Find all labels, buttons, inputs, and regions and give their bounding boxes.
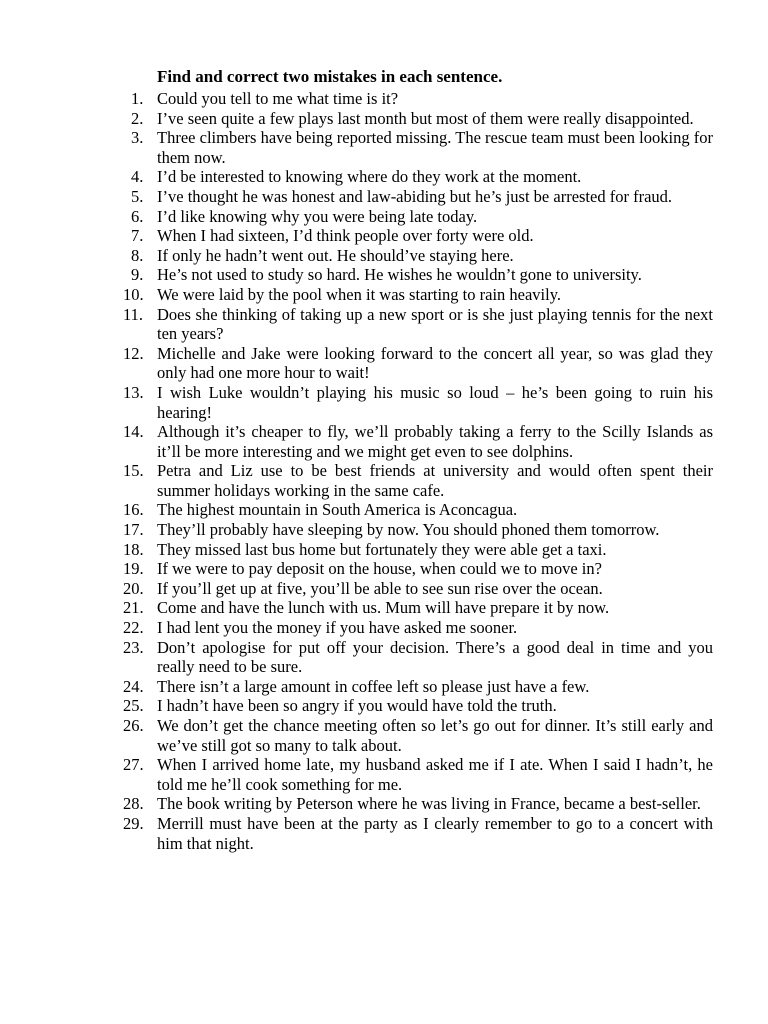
sentence-item <box>0 109 768 129</box>
sentence-number: 14. <box>123 422 144 442</box>
sentence-text: The book writing by Peterson where he was living in France, became a best-seller. <box>157 794 701 814</box>
sentence-text: If you’ll get up at five, you’ll be able to see sun rise over the ocean. <box>157 578 603 598</box>
sentence-number: 8. <box>131 245 144 265</box>
sentence-text: I hadn’t have been so angry if you would have told the truth. <box>157 696 557 716</box>
sentence-item <box>0 128 768 167</box>
sentence-item <box>0 540 768 560</box>
sentence-number: 10. <box>123 284 144 304</box>
sentence-number: 16. <box>123 500 144 520</box>
sentence-number: 20. <box>123 578 144 598</box>
sentence-number: 13. <box>123 382 144 402</box>
sentence-text: Three climbers have being reported missing. The rescue team must been looking for them now. <box>157 128 713 167</box>
sentence-text: I’ve thought he was honest and law-abiding but he’s just be arrested for fraud. <box>157 186 673 206</box>
sentence-item <box>0 422 768 461</box>
sentence-text: Michelle and Jake were looking forward to the concert all year, so was glad they only had one more hour to wait! <box>157 343 713 383</box>
sentence-text: The highest mountain in South America is Aconcagua. <box>157 500 518 520</box>
sentence-text: There isn’t a large amount in coffee left so please just have a few. <box>157 676 590 696</box>
sentence-text: When I had sixteen, I’d think people over forty were old. <box>157 226 534 246</box>
sentence-number: 4. <box>131 167 144 187</box>
sentence-item <box>0 265 768 285</box>
sentence-item <box>0 716 768 755</box>
sentence-item <box>0 246 768 266</box>
sentence-item <box>0 618 768 638</box>
sentence-text: When I arrived home late, my husband asked me if I ate. When I said I hadn’t, he told me he’ll cook something for me. <box>157 755 713 794</box>
sentence-item <box>0 285 768 305</box>
sentence-text: I had lent you the money if you have asked me sooner. <box>157 618 518 638</box>
sentence-text: I’d be interested to knowing where do they work at the moment. <box>157 167 582 187</box>
sentence-item <box>0 794 768 814</box>
sentence-number: 6. <box>131 206 144 226</box>
sentence-item <box>0 305 768 344</box>
sentence-number: 3. <box>131 128 144 148</box>
sentence-text: Don’t apologise for put off your decision. There’s a good deal in time and you really need to be sure. <box>157 637 713 677</box>
sentence-item <box>0 89 768 109</box>
exercise-heading: Find and correct two mistakes in each sentence. <box>157 67 503 86</box>
sentence-item <box>0 559 768 579</box>
sentence-text: Although it’s cheaper to fly, we’ll probably taking a ferry to the Scilly Islands as it’ll be more interesting and we might get even to see dolphins. <box>157 422 713 461</box>
sentence-item <box>0 383 768 422</box>
sentence-number: 9. <box>131 265 144 285</box>
sentence-number: 26. <box>123 716 144 735</box>
sentence-number: 15. <box>123 461 144 481</box>
sentence-text: Could you tell to me what time is it? <box>157 89 399 108</box>
sentence-item <box>0 755 768 794</box>
sentence-text: Does she thinking of taking up a new sport or is she just playing tennis for the next ten years? <box>157 304 713 344</box>
sentence-item <box>0 579 768 599</box>
sentence-item <box>0 344 768 383</box>
sentence-text: If we were to pay deposit on the house, when could we to move in? <box>157 559 602 579</box>
sentence-text: We don’t get the chance meeting often so let’s go out for dinner. It’s still early and we’ve still got so many to talk about. <box>157 716 713 755</box>
sentence-number: 1. <box>131 89 144 108</box>
sentence-item <box>0 520 768 540</box>
sentence-text: They’ll probably have sleeping by now. You should phoned them tomorrow. <box>157 520 660 540</box>
sentence-text: Petra and Liz use to be best friends at university and would often spent their summer holidays working in the same cafe. <box>157 461 713 500</box>
sentence-number: 17. <box>123 520 144 540</box>
sentence-number: 27. <box>123 755 144 775</box>
sentence-text: Come and have the lunch with us. Mum will have prepare it by now. <box>157 598 610 618</box>
sentence-text: We were laid by the pool when it was starting to rain heavily. <box>157 284 562 304</box>
sentence-item <box>0 500 768 520</box>
sentence-number: 24. <box>123 676 144 696</box>
sentence-item <box>0 187 768 207</box>
sentence-number: 2. <box>131 108 144 128</box>
sentence-text: They missed last bus home but fortunately they were able get a taxi. <box>157 539 607 559</box>
sentence-number: 12. <box>123 343 144 363</box>
sentence-item <box>0 226 768 246</box>
sentence-number: 18. <box>123 539 144 559</box>
sentence-number: 21. <box>123 598 144 618</box>
sentence-item <box>0 677 768 697</box>
sentence-number: 7. <box>131 226 144 246</box>
sentence-number: 29. <box>123 813 144 833</box>
sentence-number: 22. <box>123 618 144 638</box>
sentence-item <box>0 167 768 187</box>
sentence-text: I wish Luke wouldn’t playing his music so loud – he’s been going to ruin his hearing! <box>157 382 713 422</box>
sentence-item <box>0 638 768 677</box>
sentence-item <box>0 598 768 618</box>
sentence-item <box>0 461 768 500</box>
sentence-text: I’ve seen quite a few plays last month but most of them were really disappointed. <box>157 108 694 128</box>
sentence-text: He’s not used to study so hard. He wishes he wouldn’t gone to university. <box>157 265 642 285</box>
sentence-text: If only he hadn’t went out. He should’ve staying here. <box>157 245 514 265</box>
sentence-text: I’d like knowing why you were being late today. <box>157 206 478 226</box>
sentence-number: 11. <box>123 304 144 324</box>
sentence-item <box>0 814 768 853</box>
sentence-number: 5. <box>131 186 144 206</box>
sentence-number: 19. <box>123 559 144 579</box>
sentence-number: 25. <box>123 696 144 716</box>
sentence-item <box>0 207 768 227</box>
sentence-number: 23. <box>123 637 144 657</box>
sentence-item <box>0 696 768 716</box>
sentence-number: 28. <box>123 794 144 814</box>
sentence-text: Merrill must have been at the party as I clearly remember to go to a concert with him that night. <box>157 813 713 853</box>
sentence-list <box>0 89 768 853</box>
